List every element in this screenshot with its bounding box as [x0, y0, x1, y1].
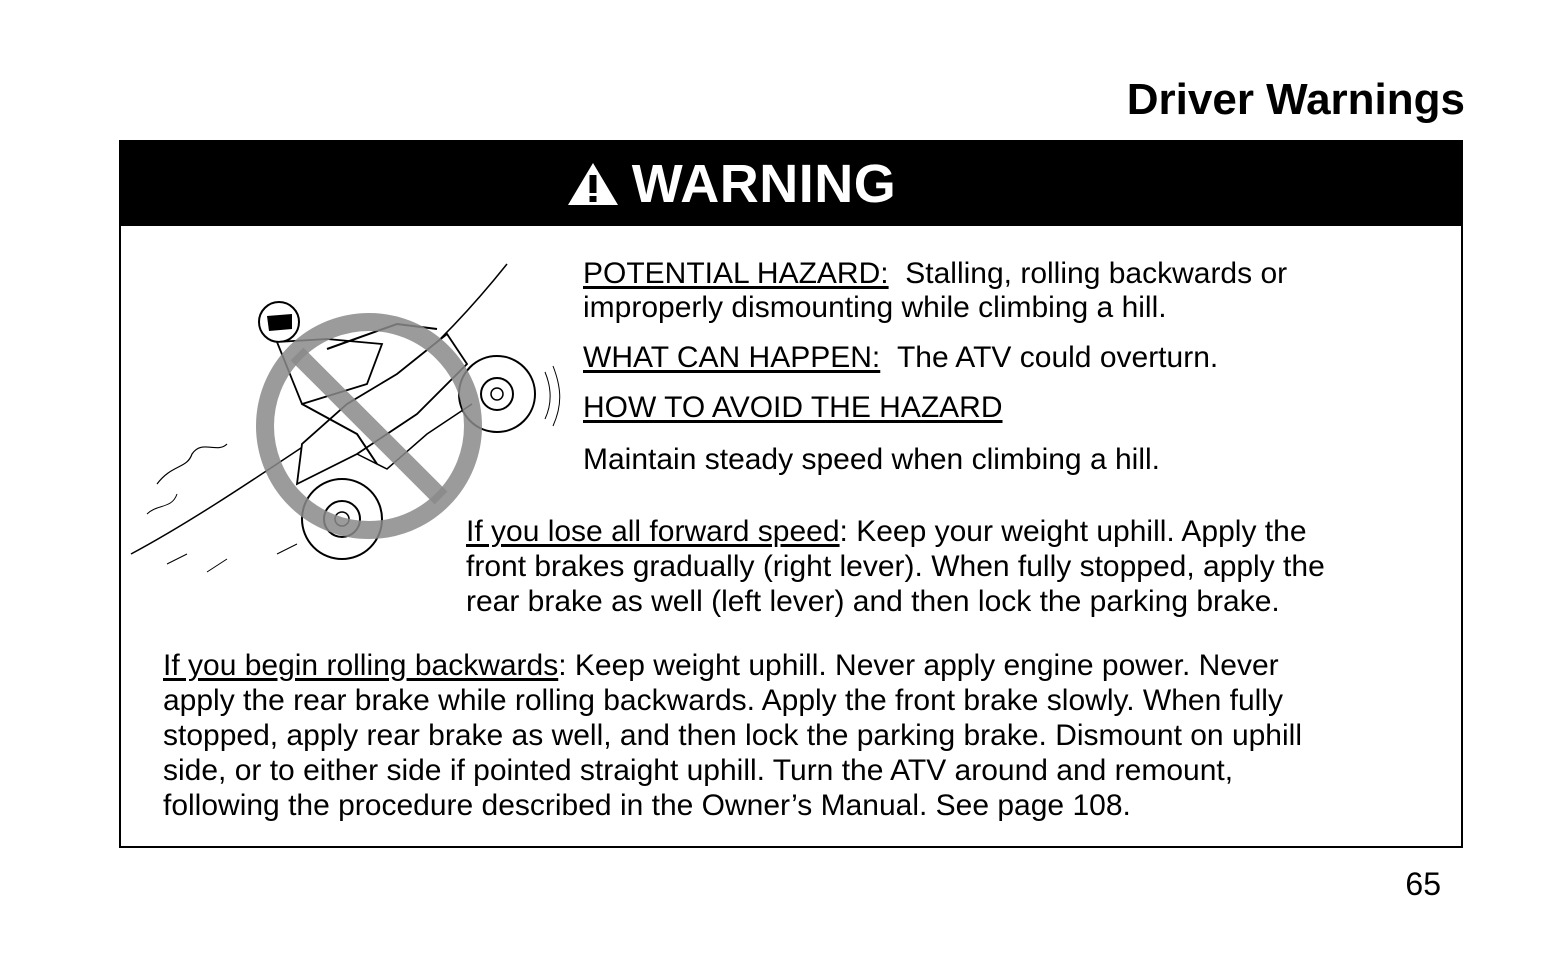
- rolling-line-4: side, or to either side if pointed straight uphill. Turn the ATV around and remount,: [163, 754, 1234, 787]
- what-can-happen-label: WHAT CAN HAPPEN:: [583, 341, 881, 374]
- page-number: 65: [1405, 866, 1441, 902]
- lose-speed-line-1: [466, 514, 1307, 549]
- lose-speed-line-3: rear brake as well (left lever) and then lock the parking brake.: [466, 585, 1280, 618]
- hazard-text-1: Stalling, rolling backwards or: [905, 257, 1288, 290]
- warning-header-inner: [566, 154, 897, 214]
- hazard-line-2: improperly dismounting while climbing a hill.: [583, 291, 1167, 324]
- rolling-line-5: following the procedure described in the Owner’s Manual. See page 108.: [163, 789, 1131, 822]
- section-title: Driver Warnings: [1126, 75, 1465, 124]
- how-to-avoid-label: HOW TO AVOID THE HAZARD: [583, 391, 1003, 424]
- what-can-happen-line: [583, 340, 1218, 375]
- rolling-label: If you begin rolling backwards: [163, 649, 559, 682]
- warning-header: [121, 142, 1461, 226]
- lose-speed-line-2: front brakes gradually (right lever). When fully stopped, apply the: [466, 550, 1325, 583]
- avoid-text: Maintain steady speed when climbing a hill.: [583, 443, 1160, 476]
- lose-speed-text-1: : Keep your weight uphill. Apply the: [839, 515, 1307, 548]
- warning-label: WARNING: [631, 154, 897, 214]
- hazard-line-1: [583, 256, 1287, 291]
- rolling-line-3: stopped, apply rear brake as well, and then lock the parking brake. Dismount on uphill: [163, 719, 1302, 752]
- lose-speed-label: If you lose all forward speed: [466, 515, 840, 548]
- what-can-happen-text: The ATV could overturn.: [896, 341, 1219, 374]
- warning-triangle-icon: [566, 161, 620, 207]
- rolling-line-1: [163, 648, 1279, 683]
- rolling-text-1: : Keep weight uphill. Never apply engine power. Never: [558, 649, 1279, 682]
- rolling-line-2: apply the rear brake while rolling backwards. Apply the front brake slowly. When fully: [163, 684, 1283, 717]
- warning-box: [119, 140, 1463, 848]
- hazard-label: POTENTIAL HAZARD:: [583, 257, 889, 290]
